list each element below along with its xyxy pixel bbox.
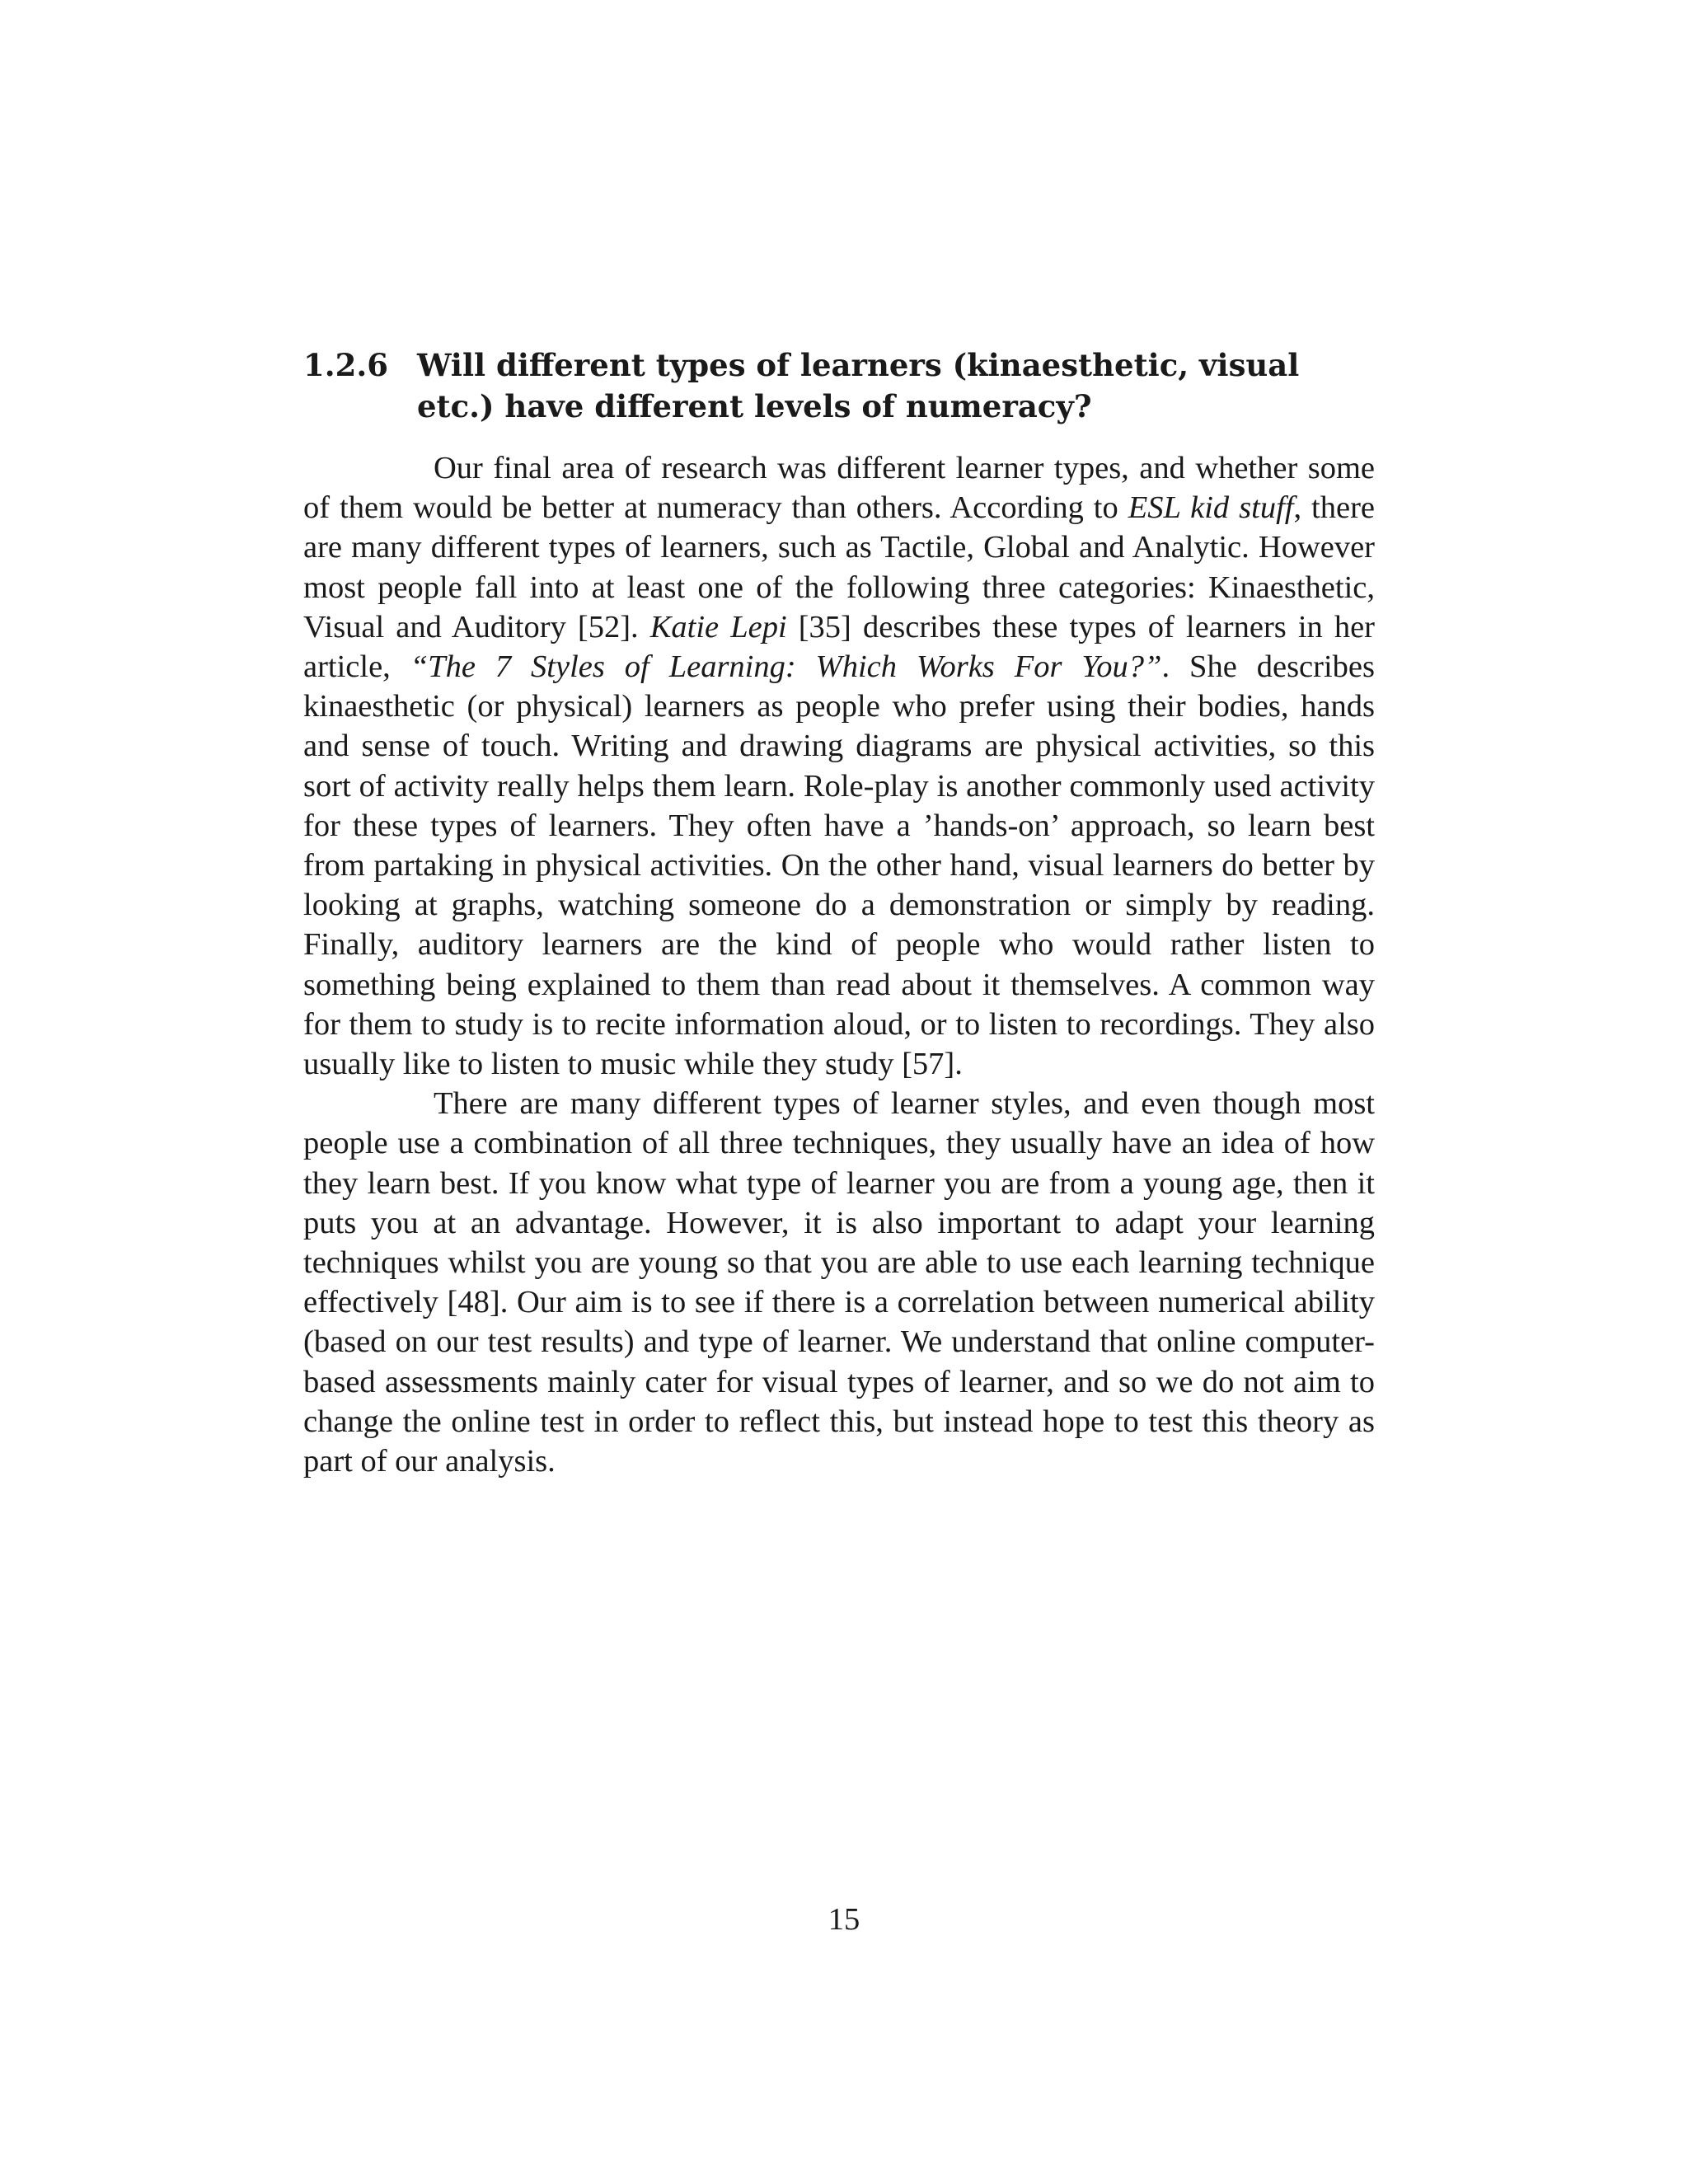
section-title: Will different types of learners (kinaesthetic, visual etc.) have different levels of numeracy?: [417, 347, 1300, 424]
paragraph-text: . She describes kinaesthetic (or physical) learners as people who prefer using their bodies, hands and sense of touch. Writing and drawing diagrams are physical activities, so this sort of activity really helps them learn. Role-play is another commonly used activity for these types of learners. They often have a ’hands-on’ approach, so learn best from partaking in physical activities. On the other hand, visual learners do better by looking at graphs, watching someone do a demonstration or simply by reading. Finally, auditory learners are the kind of people who would rather listen to something being explained to them than read about it themselves. A common way for them to study is to recite information aloud, or to listen to recordings. They also usually like to listen to music while they study [57].: [303, 649, 1375, 1082]
body-text: [303, 448, 1375, 1481]
paragraph-text: Our final area of research was different learner types, and whether some of them would be better at numeracy than others. According to: [303, 451, 1375, 526]
paragraph-text: [35] describes these types of learners in her article,: [303, 609, 1376, 685]
paragraph-learner-types: [303, 448, 1375, 1084]
paragraph-text: , there are many different types of learners, such as Tactile, Global and Analytic. However most people fall into at least one of the following three categories: Kinaesthetic, Visual and Auditory [52].: [303, 490, 1375, 644]
article-title: “The 7 Styles of Learning: Which Works For You?”: [410, 649, 1162, 685]
paragraph-learner-styles: There are many different types of learner styles, and even though most people use a combination of all three techniques, they usually have an idea of how they learn best. If you know what type of learner you are from a young age, then it puts you at an advantage. However, it is also important to adapt your learning techniques whilst you are young so that you are able to use each learning technique effectively [48]. Our aim is to see if there is a correlation between numerical ability (based on our test results) and type of learner. We understand that online computer-based assessments mainly cater for visual types of learner, and so we do not aim to change the online test in order to reflect this, but instead hope to test this theory as part of our analysis.: [303, 1086, 1375, 1479]
section-heading: [303, 344, 1375, 427]
section-number: 1.2.6: [303, 347, 388, 383]
citation-katie-lepi: Katie Lepi: [649, 609, 787, 644]
citation-esl-kid-stuff: ESL kid stuff: [1128, 490, 1294, 526]
page-number: 15: [828, 1902, 860, 1937]
